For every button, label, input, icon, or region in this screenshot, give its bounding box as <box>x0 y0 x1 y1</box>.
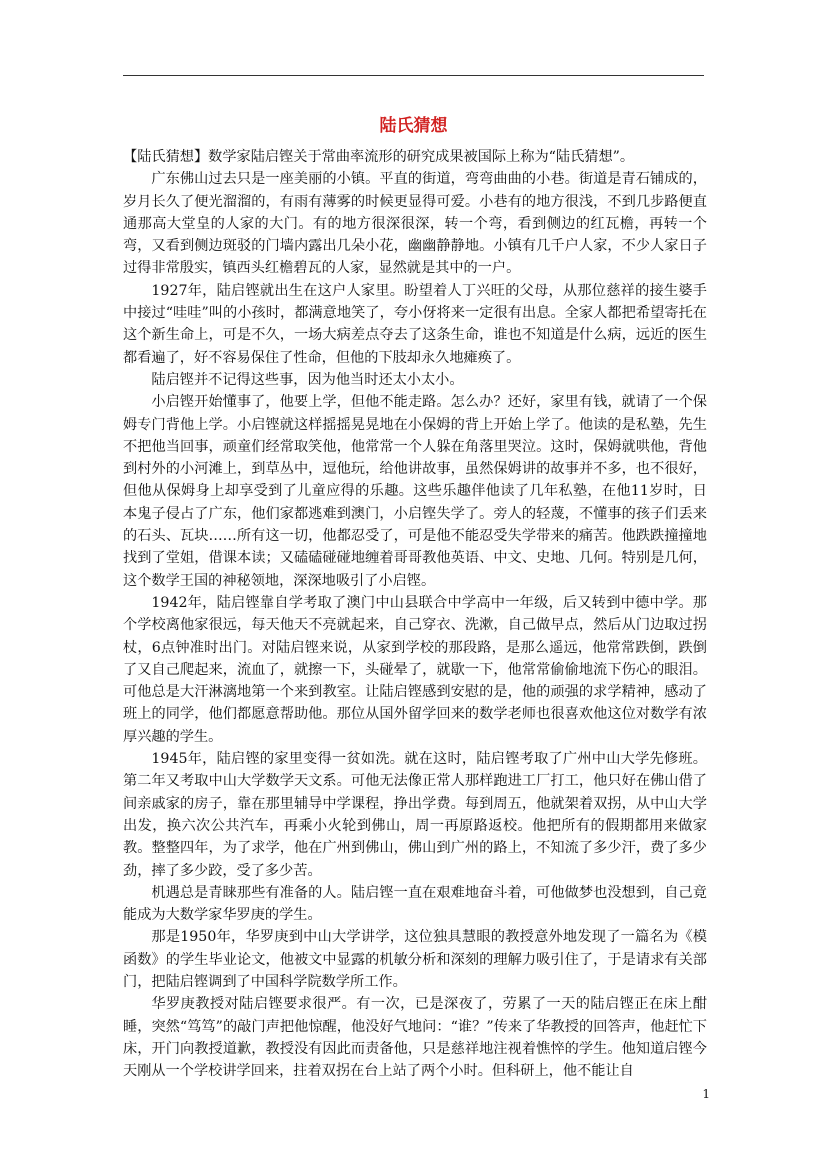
header-rule <box>123 75 704 76</box>
intro-paragraph: 【陆氏猜想】数学家陆启铿关于常曲率流形的研究成果被国际上称为“陆氏猜想”。 <box>123 149 635 165</box>
paragraph: 小启铿开始懂事了，他要上学，但他不能走路。怎么办？还好，家里有钱，就请了一个保姆专门背他上学。小启铿就这样摇摇晃晃地在小保姆的背上开始上学了。他读的是私塾，先生不把他当回事，顽童们经常取笑他，他常常一个人躲在角落里哭泣。这时，保姆就哄他，背他到村外的小河滩上，到草丛中，逗他玩，给他讲故事，虽然保姆讲的故事并不多，也不很好，但他从保姆身上却享受到了儿童应得的乐趣。这些乐趣伴他读了几年私塾，在他11岁时，日本鬼子侵占了广东，他们家都逃难到澳门，小启铿失学了。旁人的轻蔑，不懂事的孩子们丢来的石头、瓦块……所有这一切，他都忍受了，可是他不能忍受失学带来的痛苦。他跌跌撞撞地找到了堂姐，借课本读；又磕磕碰碰地缠着哥哥教他英语、中文、史地、几何。特别是几何，这个数学王国的神秘领地，深深地吸引了小启铿。 <box>123 394 707 589</box>
paragraph: 1942年，陆启铿靠自学考取了澳门中山县联合中学高中一年级，后又转到中德中学。那个学校离他家很远，每天他天不亮就起来，自己穿衣、洗漱，自己做早点，然后从门边取过拐杖，6点钟准时出门。对陆启铿来说，从家到学校的那段路，是那么遥远，他常常跌倒，跌倒了又自己爬起来，流血了，就擦一下，头碰晕了，就歇一下，他常常偷偷地流下伤心的眼泪。可他总是大汗淋漓地第一个来到教室。让陆启铿感到安慰的是，他的顽强的求学精神，感动了班上的同学，他们都愿意帮助他。那位从国外留学回来的数学老师也很喜欢他这位对数学有浓厚兴趣的学生。 <box>123 594 707 745</box>
paragraph: 陆启铿并不记得这些事，因为他当时还太小太小。 <box>151 371 464 388</box>
page-number: 1 <box>702 1087 710 1101</box>
page-title: 陆氏猜想 <box>379 116 448 136</box>
paragraph: 机遇总是青睐那些有准备的人。陆启铿一直在艰难地奋斗着，可他做梦也没想到，自己竟能成为大数学家华罗庚的学生。 <box>123 884 707 924</box>
paragraph: 那是1950年，华罗庚到中山大学讲学，这位独具慧眼的教授意外地发现了一篇名为《模函数》的学生毕业论文，他被文中显露的机敏分析和深刻的理解力吸引住了，于是请求有关部门，把陆启铿调到了中国科学院数学所工作。 <box>123 929 707 990</box>
paragraph: 华罗庚教授对陆启铿要求很严。有一次，已是深夜了，劳累了一天的陆启铿正在床上酣睡，突然“笃笃”的敲门声把他惊醒，他没好气地问：“谁？”传来了华教授的回答声，他赶忙下床，开门向教授道歉，教授没有因此而责备他，只是慈祥地注视着憔悴的学生。他知道启铿今天刚从一个学校讲学回来，拄着双拐在台上站了两个小时。但科研上，他不能让自 <box>123 996 707 1080</box>
paragraph: 1927年，陆启铿就出生在这户人家里。盼望着人丁兴旺的父母，从那位慈祥的接生婆手中接过“哇哇”叫的小孩时，都满意地笑了，夸小伢将来一定很有出息。全家人都把希望寄托在这个新生命上，可是不久，一场大病差点夺去了这条生命，谁也不知道是什么病，远近的医生都看遍了，好不容易保住了性命，但他的下肢却永久地瘫痪了。 <box>123 282 707 366</box>
paragraph: 广东佛山过去只是一座美丽的小镇。平直的街道，弯弯曲曲的小巷。街道是青石铺成的，岁月长久了便光溜溜的，有雨有薄雾的时候更显得可爱。小巷有的地方很浅，不到几步路便直通那高大堂皇的人家的大门。有的地方很深很深，转一个弯，看到侧边的红瓦檐，再转一个弯，又看到侧边斑驳的门墙内露出几朵小花，幽幽静静地。小镇有几千户人家，不少人家日子过得非常殷实，镇西头红檐碧瓦的人家，显然就是其中的一户。 <box>123 171 707 277</box>
article-body <box>123 146 707 1082</box>
paragraph: 1945年，陆启铿的家里变得一贫如洗。就在这时，陆启铿考取了广州中山大学先修班。第二年又考取中山大学数学天文系。可他无法像正常人那样跑进工厂打工，他只好在佛山借了间亲戚家的房子，靠在那里辅导中学课程，挣出学费。每到周五，他就架着双拐，从中山大学出发，换六次公共汽车，再乘小火轮到佛山，周一再原路返校。他把所有的假期都用来做家教。整整四年，为了求学，他在广州到佛山，佛山到广州的路上，不知流了多少汗，费了多少劲，摔了多少跤，受了多少苦。 <box>123 751 707 879</box>
